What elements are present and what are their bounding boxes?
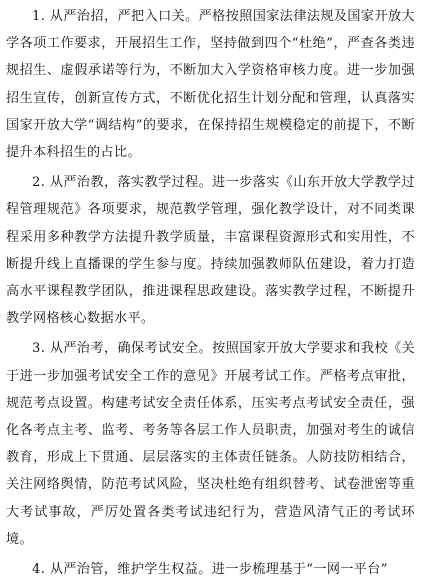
paragraph-admission: 1. 从严治招，严把入口关。严格按照国家法律法规及国家开放大学各项工作要求，开展招生工作，坚持做到四个“杜绝”，严查各类违规招生、虚假承诺等行为，不断加大入学资格审核力度。进一步加强招生宣传，创新宣传方式，不断优化招生计划分配和管理，认真落实国家开放大学“调结构”的要求，在保持招生规模稳定的前提下，不断提升本科招生的占比。: [6, 9, 415, 161]
paragraph-exams: 3. 从严治考，确保考试安全。按照国家开放大学要求和我校《关于进一步加强考试安全工作的意见》开展考试工作。严格考点审批，规范考点设置。构建考试安全责任体系，压实考点考试安全责任，强化各考点主考、监考、考务等各层工作人员职责，加强对考生的诚信教育，形成上下贯通、层层落实的主体责任链条。人防技防相结合，关注网络舆情，防范考试风险，坚决杜绝有组织替考、试卷泄密等重大考试事故，严厉处置各类考试违纪行为，营造风清气正的考试环境。: [6, 341, 415, 547]
paragraph-management: 4. 从严治管，维护学生权益。进一步梳理基于“一网一平台”: [32, 562, 388, 578]
paragraph-teaching: 2. 从严治教，落实教学过程。进一步落实《山东开放大学教学过程管理规范》各项要求，规范教学管理，强化教学设计，对不同类课程采用多种教学方法提升教学质量，丰富课程资源形式和实用性，不断提升线上直播课的学生参与度。持续加强教师队伍建设，着力打造高水平课程教学团队，推进课程思政建设。落实教学过程，不断提升教学网格核心数据水平。: [6, 175, 415, 327]
